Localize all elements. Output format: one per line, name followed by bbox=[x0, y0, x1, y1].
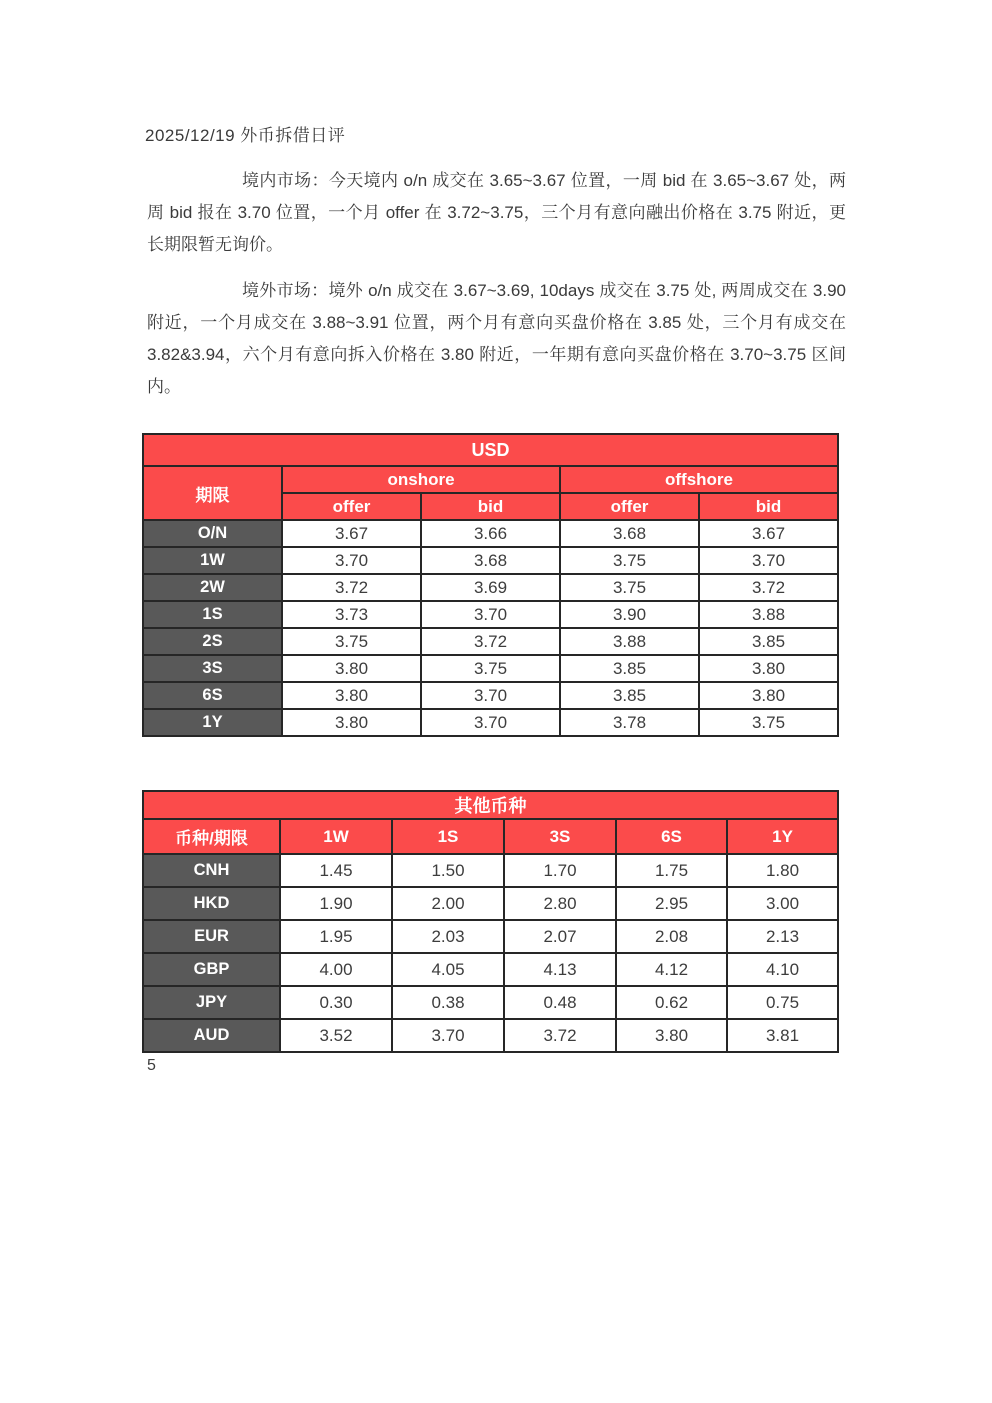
other-table-row-eur bbox=[144, 921, 839, 954]
rate-cell: 0.38 bbox=[393, 987, 505, 1020]
rate-cell: 3.75 bbox=[422, 656, 561, 683]
rate-cell: 0.62 bbox=[617, 987, 728, 1020]
currency-term-corner-header: 币种/期限 bbox=[144, 820, 281, 855]
usd-table-title: USD bbox=[144, 435, 839, 467]
rate-cell: 3.00 bbox=[728, 888, 839, 921]
other-table-row-aud bbox=[144, 1020, 839, 1053]
onshore-bid-header: bid bbox=[422, 494, 561, 521]
rate-cell: 3.70 bbox=[393, 1020, 505, 1053]
rate-cell: 3.73 bbox=[283, 602, 422, 629]
usd-rate-table bbox=[142, 433, 839, 737]
page-number: 5 bbox=[147, 1057, 156, 1074]
term-cell: 2W bbox=[144, 575, 283, 602]
rate-cell: 3.72 bbox=[700, 575, 839, 602]
rate-cell: 3.69 bbox=[422, 575, 561, 602]
offshore-offer-header: offer bbox=[561, 494, 700, 521]
usd-table-row-2s bbox=[144, 629, 839, 656]
rate-cell: 4.05 bbox=[393, 954, 505, 987]
term-cell: O/N bbox=[144, 521, 283, 548]
rate-cell: 3.80 bbox=[283, 683, 422, 710]
term-cell: 6S bbox=[144, 683, 283, 710]
rate-cell: 3.66 bbox=[422, 521, 561, 548]
rate-cell: 3.80 bbox=[617, 1020, 728, 1053]
rate-cell: 3.70 bbox=[283, 548, 422, 575]
onshore-offer-header: offer bbox=[283, 494, 422, 521]
other-table-row-jpy bbox=[144, 987, 839, 1020]
rate-cell: 3.52 bbox=[281, 1020, 393, 1053]
rate-cell: 1.70 bbox=[505, 855, 617, 888]
rate-cell: 0.75 bbox=[728, 987, 839, 1020]
usd-table-row-1w bbox=[144, 548, 839, 575]
rate-cell: 3.68 bbox=[561, 521, 700, 548]
document-title: 2025/12/19 外币拆借日评 bbox=[145, 126, 346, 145]
rate-cell: 1.50 bbox=[393, 855, 505, 888]
rate-cell: 3.88 bbox=[561, 629, 700, 656]
other-table-title: 其他币种 bbox=[144, 792, 839, 820]
rate-cell: 3.75 bbox=[561, 575, 700, 602]
rate-cell: 1.45 bbox=[281, 855, 393, 888]
rate-cell: 1.95 bbox=[281, 921, 393, 954]
currency-cell: JPY bbox=[144, 987, 281, 1020]
other-table-banner-row bbox=[144, 792, 839, 820]
rate-cell: 3.72 bbox=[283, 575, 422, 602]
rate-cell: 1.80 bbox=[728, 855, 839, 888]
rate-cell: 4.13 bbox=[505, 954, 617, 987]
rate-cell: 4.10 bbox=[728, 954, 839, 987]
rate-cell: 3.70 bbox=[422, 710, 561, 737]
rate-cell: 3.88 bbox=[700, 602, 839, 629]
rate-cell: 2.13 bbox=[728, 921, 839, 954]
rate-cell: 0.30 bbox=[281, 987, 393, 1020]
offshore-bid-header: bid bbox=[700, 494, 839, 521]
usd-table-banner-row bbox=[144, 435, 839, 467]
term-cell: 3S bbox=[144, 656, 283, 683]
rate-cell: 3.85 bbox=[561, 683, 700, 710]
rate-cell: 3.81 bbox=[728, 1020, 839, 1053]
col-header-1w: 1W bbox=[281, 820, 393, 855]
currency-cell: EUR bbox=[144, 921, 281, 954]
usd-table-row-1y bbox=[144, 710, 839, 737]
rate-cell: 3.85 bbox=[561, 656, 700, 683]
other-table-row-cnh bbox=[144, 855, 839, 888]
rate-cell: 2.00 bbox=[393, 888, 505, 921]
col-header-1y: 1Y bbox=[728, 820, 839, 855]
rate-cell: 3.80 bbox=[283, 710, 422, 737]
paragraph-domestic-market: 境内市场：今天境内 o/n 成交在 3.65~3.67 位置，一周 bid 在 3.65~3.67 处，两周 bid 报在 3.70 位置，一个月 offer 在 3.72~3.75，三个月有意向融出价格在 3.75 附近，更长期限暂无询价。 bbox=[147, 171, 846, 254]
col-header-3s: 3S bbox=[505, 820, 617, 855]
usd-table-row-6s bbox=[144, 683, 839, 710]
rate-cell: 3.78 bbox=[561, 710, 700, 737]
usd-table-row-2w bbox=[144, 575, 839, 602]
other-table-row-hkd bbox=[144, 888, 839, 921]
term-column-header: 期限 bbox=[144, 467, 283, 521]
currency-cell: GBP bbox=[144, 954, 281, 987]
onshore-group-header: onshore bbox=[283, 467, 561, 494]
currency-cell: AUD bbox=[144, 1020, 281, 1053]
other-currencies-table bbox=[142, 790, 839, 1053]
rate-cell: 2.80 bbox=[505, 888, 617, 921]
rate-cell: 3.70 bbox=[422, 602, 561, 629]
rate-cell: 0.48 bbox=[505, 987, 617, 1020]
usd-table-row-on bbox=[144, 521, 839, 548]
currency-cell: CNH bbox=[144, 855, 281, 888]
usd-table-row-3s bbox=[144, 656, 839, 683]
rate-cell: 3.80 bbox=[700, 656, 839, 683]
rate-cell: 3.72 bbox=[422, 629, 561, 656]
usd-table-group-header-row bbox=[144, 467, 839, 494]
term-cell: 2S bbox=[144, 629, 283, 656]
rate-cell: 3.67 bbox=[283, 521, 422, 548]
rate-cell: 4.12 bbox=[617, 954, 728, 987]
other-table-row-gbp bbox=[144, 954, 839, 987]
rate-cell: 3.85 bbox=[700, 629, 839, 656]
rate-cell: 2.07 bbox=[505, 921, 617, 954]
paragraph-offshore-market: 境外市场：境外 o/n 成交在 3.67~3.69, 10days 成交在 3.75 处, 两周成交在 3.90 附近，一个月成交在 3.88~3.91 位置，两个月有意向买盘价格在 3.85 处，三个月有成交在 3.82&3.94，六个月有意向拆入价格在 3.80 附近，一年期有意向买盘价格在 3.70~3.75 区间内。 bbox=[147, 281, 846, 396]
rate-cell: 4.00 bbox=[281, 954, 393, 987]
term-cell: 1Y bbox=[144, 710, 283, 737]
rate-cell: 3.70 bbox=[422, 683, 561, 710]
col-header-1s: 1S bbox=[393, 820, 505, 855]
rate-cell: 2.03 bbox=[393, 921, 505, 954]
term-cell: 1S bbox=[144, 602, 283, 629]
rate-cell: 3.72 bbox=[505, 1020, 617, 1053]
rate-cell: 3.70 bbox=[700, 548, 839, 575]
currency-cell: HKD bbox=[144, 888, 281, 921]
rate-cell: 3.75 bbox=[700, 710, 839, 737]
rate-cell: 3.67 bbox=[700, 521, 839, 548]
rate-cell: 3.68 bbox=[422, 548, 561, 575]
term-cell: 1W bbox=[144, 548, 283, 575]
rate-cell: 3.90 bbox=[561, 602, 700, 629]
rate-cell: 3.75 bbox=[561, 548, 700, 575]
rate-cell: 1.90 bbox=[281, 888, 393, 921]
col-header-6s: 6S bbox=[617, 820, 728, 855]
rate-cell: 1.75 bbox=[617, 855, 728, 888]
rate-cell: 2.95 bbox=[617, 888, 728, 921]
rate-cell: 3.75 bbox=[283, 629, 422, 656]
rate-cell: 2.08 bbox=[617, 921, 728, 954]
rate-cell: 3.80 bbox=[700, 683, 839, 710]
other-table-header-row bbox=[144, 820, 839, 855]
offshore-group-header: offshore bbox=[561, 467, 839, 494]
usd-table-row-1s bbox=[144, 602, 839, 629]
rate-cell: 3.80 bbox=[283, 656, 422, 683]
